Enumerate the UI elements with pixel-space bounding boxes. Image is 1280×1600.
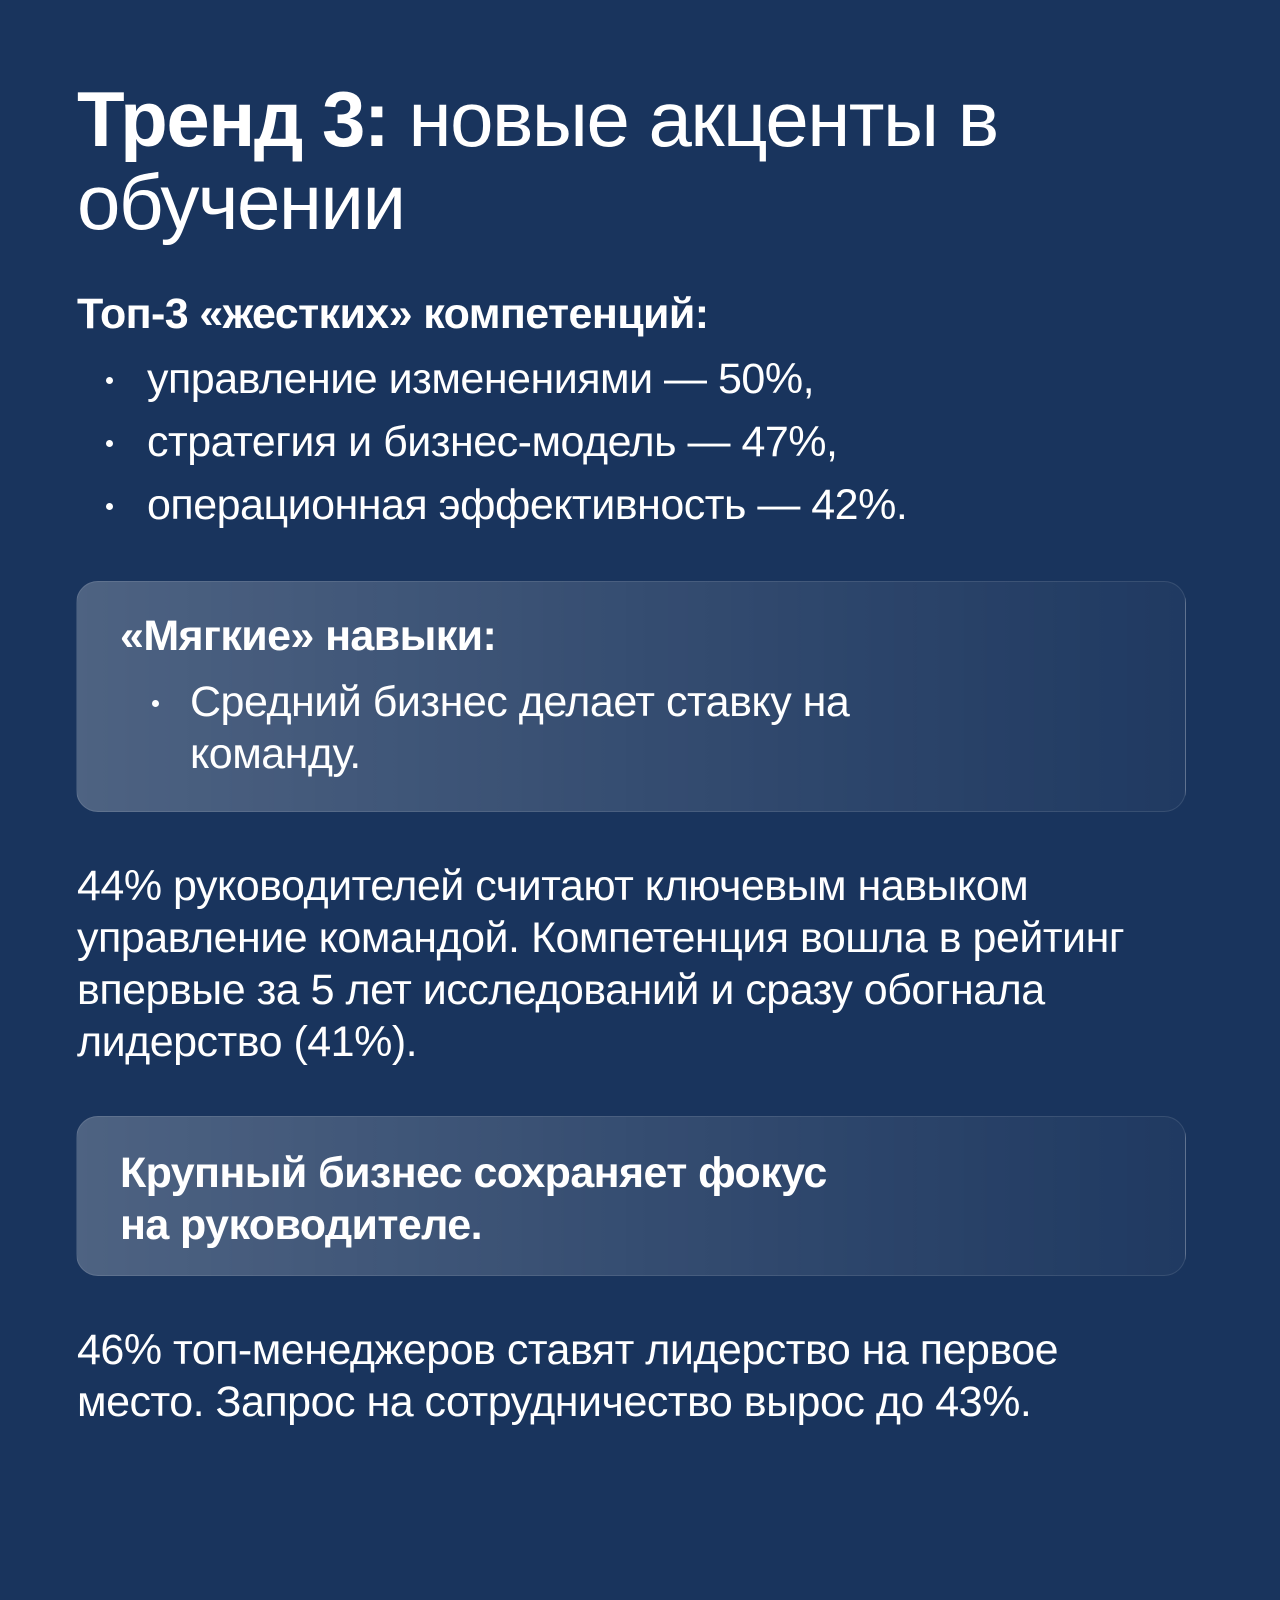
bullet-icon — [152, 700, 159, 707]
bullet-icon — [106, 440, 113, 447]
page-title — [77, 75, 1177, 246]
hard-skills-heading: Топ-3 «жестких» компетенций: — [77, 290, 709, 338]
list-item-text: стратегия и бизнес-модель — 47%, — [147, 418, 838, 466]
list-item-text: операционная эффективность — 42%. — [147, 481, 908, 529]
list-item — [77, 474, 1187, 537]
title-strong: Тренд 3: — [77, 75, 389, 163]
title-rest: новые акценты в обучении — [77, 75, 998, 246]
hard-skills-section — [77, 288, 1187, 537]
bullet-icon — [106, 503, 113, 510]
list-item — [120, 676, 950, 780]
list-item-text: управление изменениями — 50%, — [147, 355, 815, 403]
large-business-card — [76, 1116, 1186, 1276]
large-business-heading: Крупный бизнес сохраняет фокус на руководителе. — [120, 1149, 827, 1249]
soft-skills-card — [76, 581, 1186, 812]
list-item — [77, 411, 1187, 474]
soft-skills-list — [120, 676, 1142, 780]
paragraph-team-management: 44% руководителей считают ключевым навыком управление командой. Компетенция вошла в рейтинг впервые за 5 лет исследований и сразу обогнала лидерство (41%). — [77, 862, 1125, 1066]
list-item — [77, 348, 1187, 411]
list-item-text: Средний бизнес делает ставку на команду. — [190, 678, 850, 778]
bullet-icon — [106, 377, 113, 384]
soft-skills-heading: «Мягкие» навыки: — [120, 612, 497, 660]
hard-skills-list — [77, 348, 1187, 537]
paragraph-leadership: 46% топ-менеджеров ставят лидерство на первое место. Запрос на сотрудничество вырос до 43%. — [77, 1326, 1059, 1426]
